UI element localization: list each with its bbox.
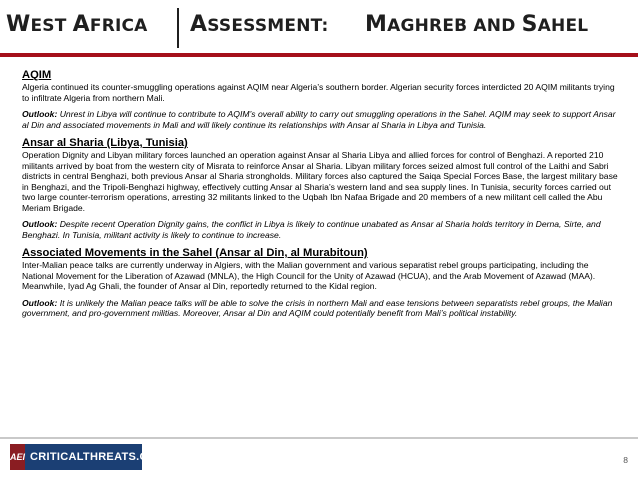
slide-header xyxy=(0,0,638,54)
criticalthreats-logo[interactable] xyxy=(10,444,166,470)
section-body: Inter-Malian peace talks are currently underway in Algiers, with the Malian government and various separatist rebel groups participating, including the National Movement for the Liberation of Azawad (MNLA), the High Council for the Unity of Azawad (HCUA), and the Arab Movement of Azawad (MAA). Meanwhile, Iyad Ag Ghali, the founder of Ansar al Din, reportedly returned to the Kidal region. xyxy=(22,260,596,291)
footer-rule xyxy=(0,437,638,439)
section-outlook: Outlook: It is unlikely the Malian peace talks will be able to solve the crisis in northern Mali and ease tensions between separatists rebel groups, the Malian government, and pro-government militias. Moreover, Ansar al Din and AQIM could potentially benefit from Mali’s political instability. xyxy=(22,297,613,318)
section-title: Associated Movements in the Sahel (Ansar al Din, al Murabitoun) xyxy=(22,247,368,259)
section-title: AQIM xyxy=(22,69,52,81)
page-number: 8 xyxy=(623,455,628,465)
header-west-africa: WEST AFRICA xyxy=(6,12,148,37)
section-associated-movements xyxy=(22,247,620,319)
slide-content xyxy=(22,69,620,326)
section-aqim xyxy=(22,69,620,130)
header-divider xyxy=(177,8,179,48)
section-outlook: Outlook: Despite recent Operation Dignity gains, the conflict in Libya is likely to continue unabated as Ansar al Sharia holds territory in Derna, Sirte, and Benghazi. In Tunisia, militant activity is likely to continue to increase. xyxy=(22,219,601,240)
header-maghreb-sahel: MAGHREB AND SAHEL xyxy=(365,12,589,37)
section-title: Ansar al Sharia (Libya, Tunisia) xyxy=(22,137,188,149)
logo-text: CRITICALTHREATS.ORG xyxy=(30,450,166,463)
header-assessment: ASSESSMENT: xyxy=(190,12,329,37)
section-ansar-al-sharia xyxy=(22,137,620,240)
header-rule xyxy=(0,53,638,57)
section-outlook: Outlook: Unrest in Libya will continue to contribute to AQIM’s overall ability to carry out smuggling operations in the Sahel. AQIM may seek to support Ansar al Din and associated movements in Mali and will likely continue its relationships with Ansar al Sharia in Libya and Tunisia. xyxy=(22,109,616,130)
aei-logo-icon: AEI xyxy=(10,444,25,470)
section-body: Operation Dignity and Libyan military forces launched an operation against Ansar al Sharia Libya and allied forces for control of Benghazi. A reported 210 militants arrived by boat from the western city of Misrata to reinforce Ansar al Sharia. Libyan military forces seized almost full control of the Laithi and Sabri districts in central Benghazi, both previous Ansar al Sharia strongholds. Military forces also captured the Saiqa Special Forces Base, the largest military base in Benghazi, and the Tripoli-Benghazi highway, effectively cutting Ansar al Sharia’s western land and sea supply lines. In Tunisia, security forces carried out two large counter-terrorism operations, arresting 32 militants linked to the Uqbah Ibn Nafaa Brigade and 20 members of a new militant cell called the Abu Meriam Brigade. xyxy=(22,150,618,213)
section-body: Algeria continued its counter-smuggling operations against AQIM near Algeria’s southern border. Algerian security forces interdicted 20 AQIM militants trying to infiltrate Algeria from northern Mali. xyxy=(22,82,615,103)
